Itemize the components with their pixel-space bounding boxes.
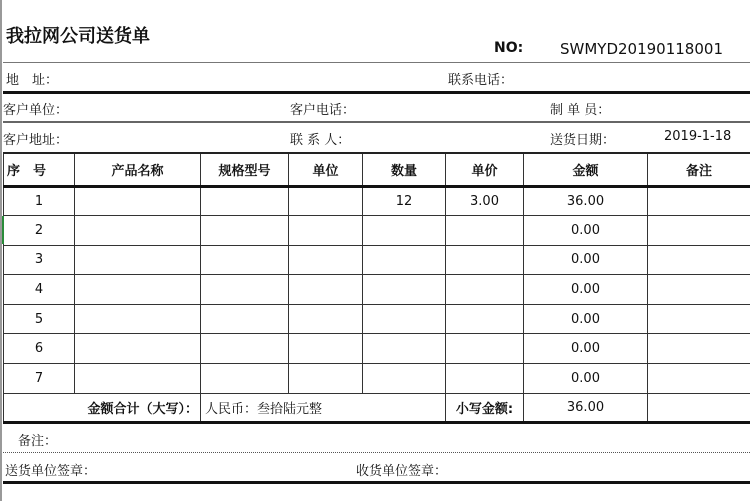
table-row (4, 304, 750, 334)
cell-amount[interactable]: 0.00 (524, 334, 648, 364)
cell-unit[interactable] (289, 245, 363, 275)
table-row (4, 364, 750, 394)
order-number[interactable]: SWMYD20190118001 (560, 40, 723, 58)
table-row (4, 334, 750, 364)
cell-spec[interactable] (201, 186, 289, 216)
maker-label: 制 单 员： (550, 103, 611, 118)
customer-address-label: 客户地址： (3, 133, 69, 148)
table-header (4, 153, 750, 186)
cell-price[interactable] (446, 216, 524, 246)
cell-no[interactable]: 5 (4, 304, 75, 334)
cell-amount[interactable]: 0.00 (524, 275, 648, 305)
cell-qty[interactable] (363, 364, 446, 394)
cell-no[interactable]: 7 (4, 364, 75, 394)
address-label: 地 址： (6, 73, 59, 88)
cell-no[interactable]: 3 (4, 245, 75, 275)
cell-name[interactable] (75, 364, 201, 394)
selected-cell-indicator (2, 216, 4, 244)
cell-spec[interactable] (201, 304, 289, 334)
cell-note[interactable] (648, 245, 750, 275)
items-table (3, 152, 750, 424)
cell-price[interactable]: 3.00 (446, 186, 524, 216)
contact-phone-label: 联系电话： (448, 73, 514, 88)
cell-unit[interactable] (289, 364, 363, 394)
cell-name[interactable] (75, 304, 201, 334)
cell-amount[interactable]: 0.00 (524, 216, 648, 246)
customer-phone-label: 客户电话： (290, 103, 356, 118)
cell-price[interactable] (446, 364, 524, 394)
contact-person-label: 联 系 人： (290, 133, 351, 148)
table-row (4, 275, 750, 305)
divider (3, 62, 750, 63)
no-label: NO: (494, 40, 524, 56)
remarks-label: 备注： (18, 434, 58, 449)
cell-no[interactable]: 1 (4, 186, 75, 216)
cell-note[interactable] (648, 334, 750, 364)
total-blank[interactable] (648, 393, 750, 423)
cell-qty[interactable] (363, 275, 446, 305)
cell-note[interactable] (648, 216, 750, 246)
cell-spec[interactable] (201, 216, 289, 246)
table-row (4, 186, 750, 216)
cell-price[interactable] (446, 334, 524, 364)
sender-sign-label: 送货单位签章： (5, 464, 97, 479)
cell-price[interactable] (446, 304, 524, 334)
cell-note[interactable] (648, 364, 750, 394)
total-row (4, 393, 750, 423)
cell-unit[interactable] (289, 186, 363, 216)
cell-spec[interactable] (201, 364, 289, 394)
col-note: 备注 (648, 153, 750, 186)
cell-note[interactable] (648, 186, 750, 216)
col-qty: 数量 (363, 153, 446, 186)
cell-qty[interactable] (363, 245, 446, 275)
divider (3, 452, 750, 453)
total-small-label: 小写金额: (446, 393, 524, 423)
cell-unit[interactable] (289, 275, 363, 305)
divider (3, 91, 750, 94)
page-title: 我拉网公司送货单 (6, 26, 150, 47)
cell-qty[interactable]: 12 (363, 186, 446, 216)
cell-note[interactable] (648, 304, 750, 334)
cell-amount[interactable]: 0.00 (524, 364, 648, 394)
cell-qty[interactable] (363, 334, 446, 364)
cell-name[interactable] (75, 245, 201, 275)
cell-qty[interactable] (363, 304, 446, 334)
cell-price[interactable] (446, 275, 524, 305)
cell-note[interactable] (648, 275, 750, 305)
delivery-date-label: 送货日期： (550, 133, 616, 148)
cell-no[interactable]: 6 (4, 334, 75, 364)
cell-amount[interactable]: 0.00 (524, 304, 648, 334)
cell-spec[interactable] (201, 245, 289, 275)
col-amount: 金额 (524, 153, 648, 186)
customer-unit-label: 客户单位： (3, 103, 69, 118)
col-price: 单价 (446, 153, 524, 186)
divider (3, 481, 750, 484)
cell-no[interactable]: 2 (4, 216, 75, 246)
table-row (4, 245, 750, 275)
cell-spec[interactable] (201, 334, 289, 364)
cell-name[interactable] (75, 186, 201, 216)
col-no: 序 号 (4, 153, 75, 186)
table-row (4, 216, 750, 246)
cell-name[interactable] (75, 216, 201, 246)
cell-price[interactable] (446, 245, 524, 275)
col-spec: 规格型号 (201, 153, 289, 186)
sheet-left-edge (0, 0, 2, 501)
cell-amount[interactable]: 0.00 (524, 245, 648, 275)
total-uppercase-label: 金额合计（大写）： (4, 393, 201, 423)
cell-unit[interactable] (289, 304, 363, 334)
cell-name[interactable] (75, 334, 201, 364)
col-product-name: 产品名称 (75, 153, 201, 186)
receiver-sign-label: 收货单位签章： (356, 464, 448, 479)
cell-unit[interactable] (289, 216, 363, 246)
col-unit: 单位 (289, 153, 363, 186)
cell-unit[interactable] (289, 334, 363, 364)
cell-spec[interactable] (201, 275, 289, 305)
total-uppercase-value[interactable]: 人民币：叁拾陆元整 (201, 393, 446, 423)
cell-name[interactable] (75, 275, 201, 305)
cell-no[interactable]: 4 (4, 275, 75, 305)
divider (3, 121, 750, 123)
total-small-value[interactable]: 36.00 (524, 393, 648, 423)
cell-amount[interactable]: 36.00 (524, 186, 648, 216)
cell-qty[interactable] (363, 216, 446, 246)
delivery-date-value[interactable]: 2019-1-18 (664, 129, 732, 144)
